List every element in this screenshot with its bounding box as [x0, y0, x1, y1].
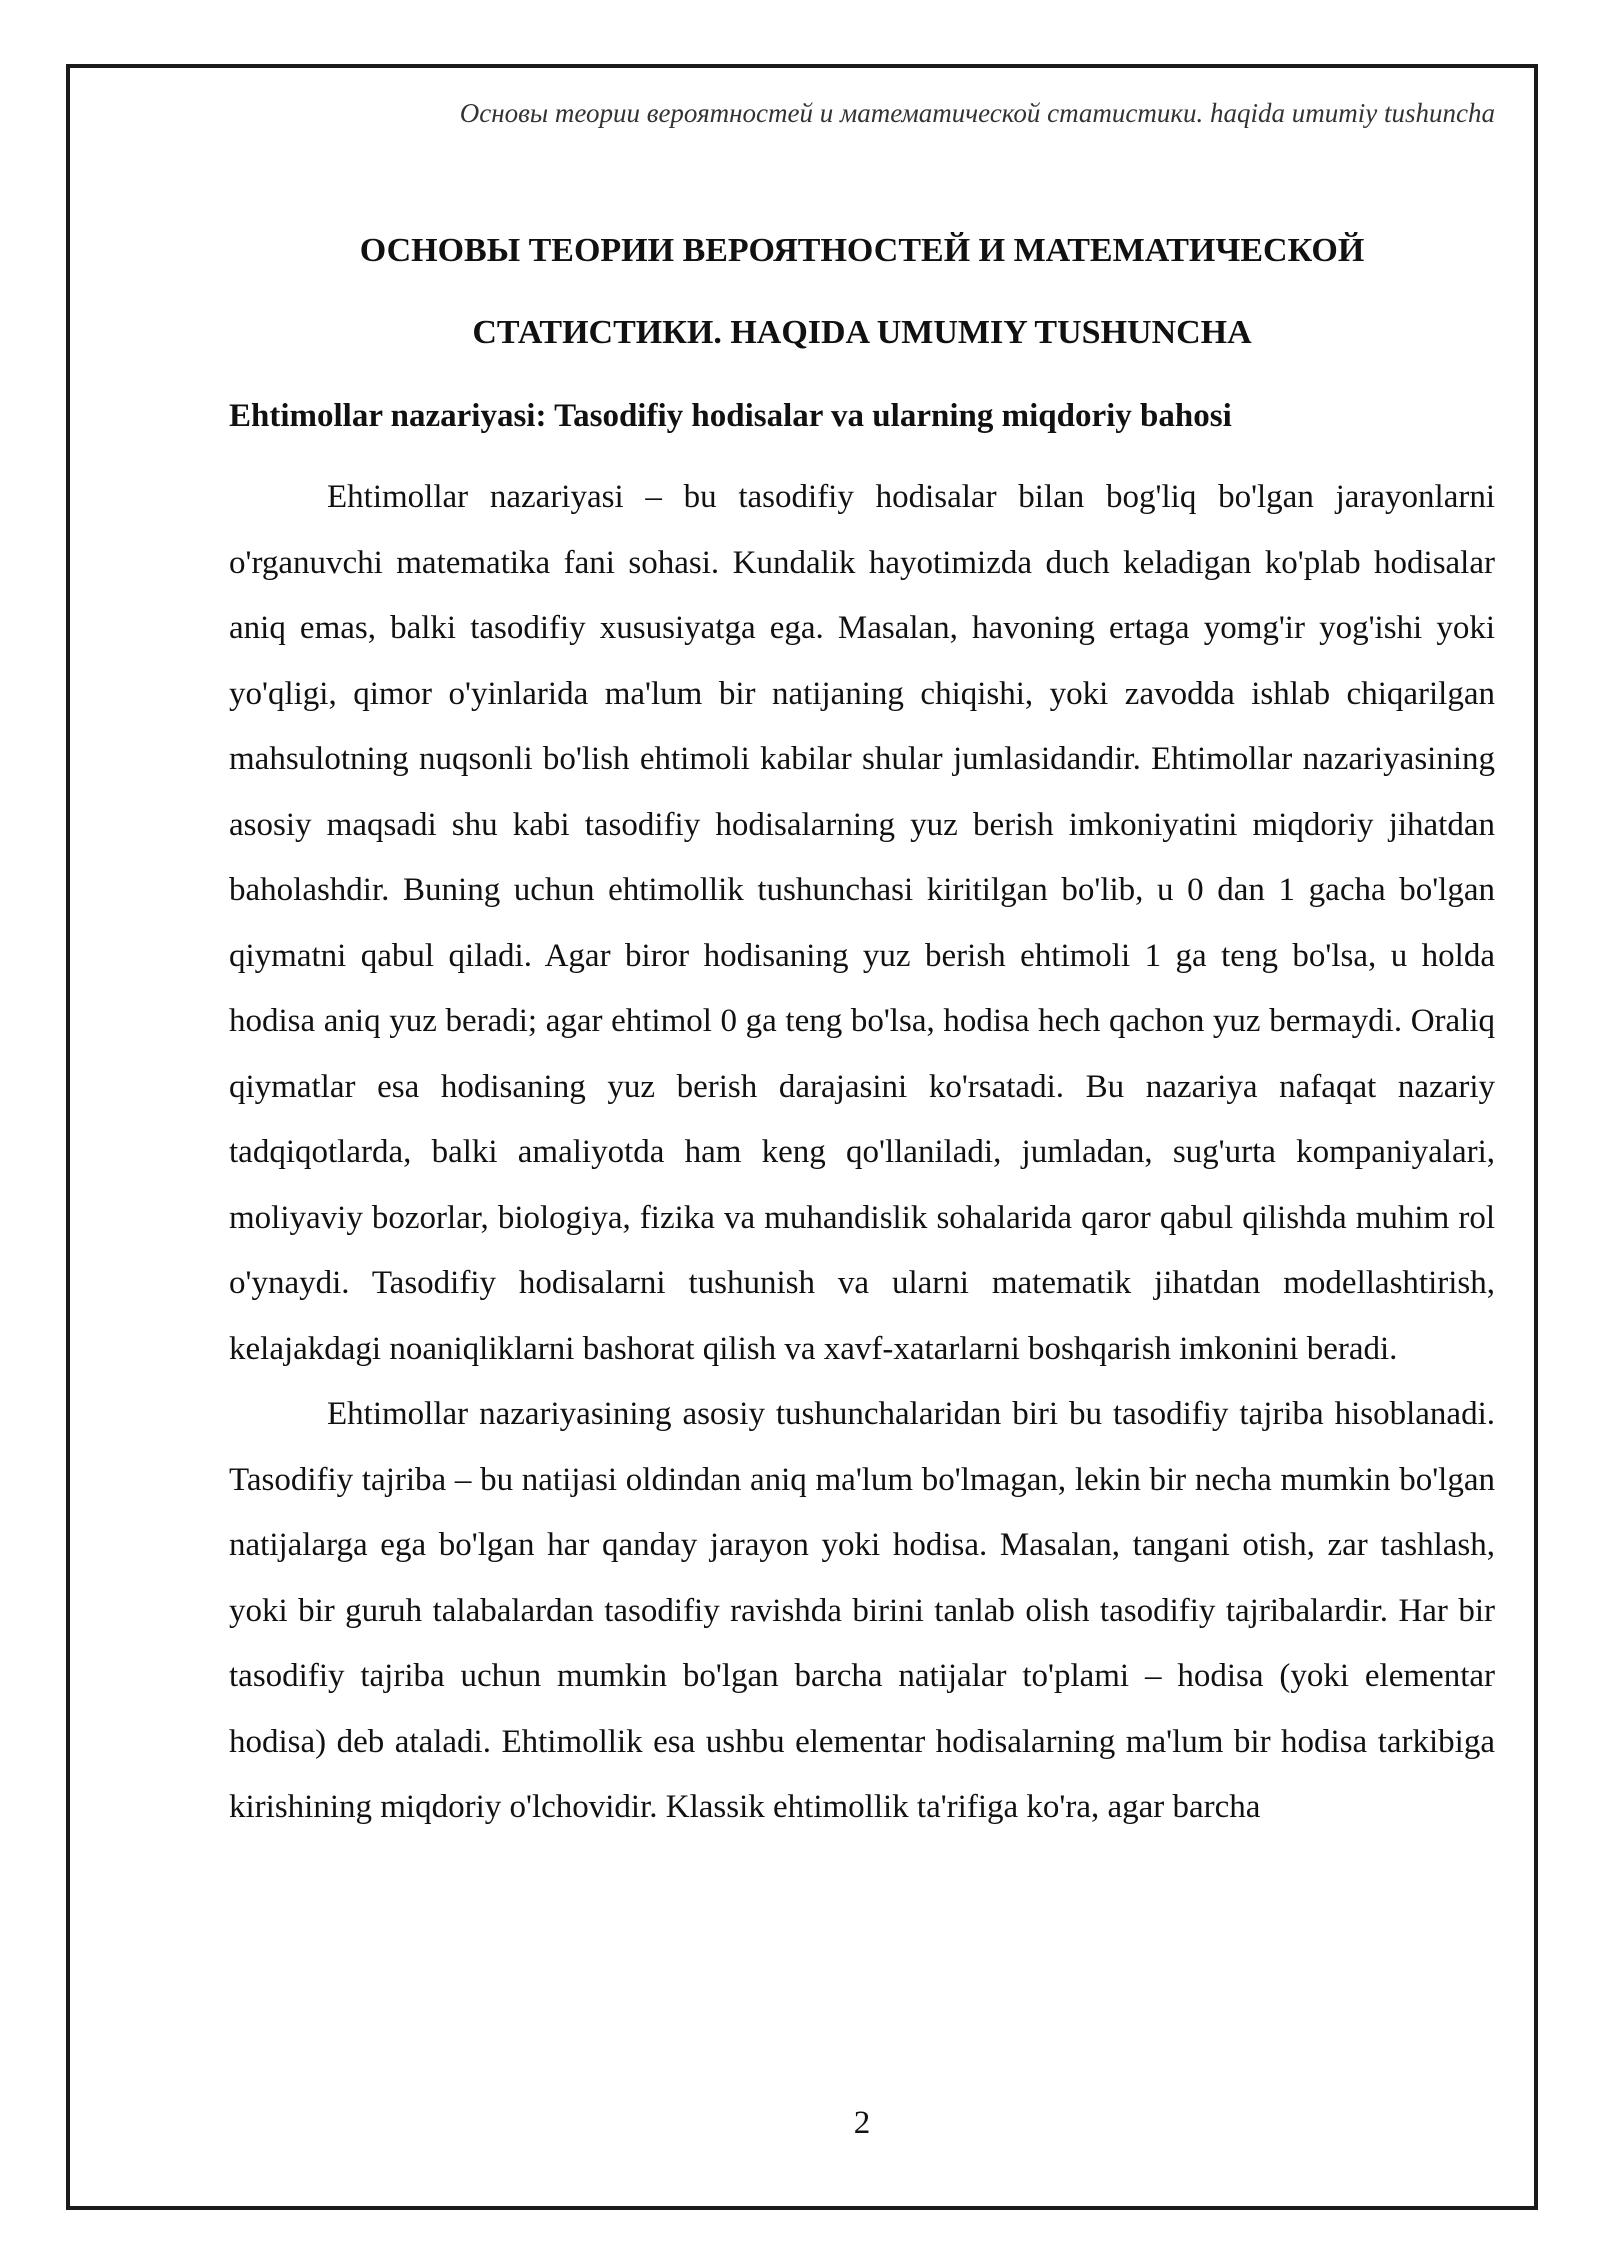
paragraph-1: Ehtimollar nazariyasi – bu tasodifiy hodisalar bilan bog'liq bo'lgan jarayonlarni o'rganuvchi matematika fani sohasi. Kundalik hayotimizda duch keladigan ko'plab hodisalar aniq emas, balki tasodifiy xususiyatga ega. Masalan, havoning ertaga yomg'ir yog'ishi yoki yo'qligi, qimor o'yinlarida ma'lum bir natijaning chiqishi, yoki zavodda ishlab chiqarilgan mahsulotning nuqsonli bo'lish ehtimoli kabilar shular jumlasidandir. Ehtimollar nazariyasining asosiy maqsadi shu kabi tasodifiy hodisalarning yuz berish imkoniyatini miqdoriy jihatdan baholashdir. Buning uchun ehtimollik tushunchasi kiritilgan bo'lib, u 0 dan 1 gacha bo'lgan qiymatni qabul qiladi. Agar biror hodisaning yuz berish ehtimoli 1 ga teng bo'lsa, u holda hodisa aniq yuz beradi; agar ehtimol 0 ga teng bo'lsa, hodisa hech qachon yuz bermaydi. Oraliq qiymatlar esa hodisaning yuz berish darajasini ko'rsatadi. Bu nazariya nafaqat nazariy tadqiqotlarda, balki amaliyotda ham keng qo'llaniladi, jumladan, sug'urta kompaniyalari, moliyaviy bozorlar, biologiya, fizika va muhandislik sohalarida qaror qabul qilishda muhim rol o'ynaydi. Tasodifiy hodisalarni tushunish va ularni matematik jihatdan modellashtirish, kelajakdagi noaniqliklarni bashorat qilish va xavf-xatarlarni boshqarish imkonini beradi.: [229, 479, 1495, 1367]
section-heading: Ehtimollar nazariyasi: Tasodifiy hodisalar va ularning miqdoriy bahosi: [229, 398, 1232, 434]
document-title: [229, 210, 1495, 374]
document-title-line-1: ОСНОВЫ ТЕОРИИ ВЕРОЯТНОСТЕЙ И МАТЕМАТИЧЕСКОЙ: [359, 232, 1365, 269]
page-number: 2: [853, 2105, 871, 2141]
body-text: [229, 465, 1495, 1841]
document-title-line-2: СТАТИСТИКИ. HAQIDA UMUMIY TUSHUNCHA: [472, 314, 1252, 351]
paragraph-2: Ehtimollar nazariyasining asosiy tushunchalaridan biri bu tasodifiy tajriba hisoblanadi. Tasodifiy tajriba – bu natijasi oldindan aniq ma'lum bo'lmagan, lekin bir necha mumkin bo'lgan natijalarga ega bo'lgan har qanday jarayon yoki hodisa. Masalan, tangani otish, zar tashlash, yoki bir guruh talabalardan tasodifiy ravishda birini tanlab olish tasodifiy tajribalardir. Har bir tasodifiy tajriba uchun mumkin bo'lgan barcha natijalar to'plami – hodisa (yoki elementar hodisa) deb ataladi. Ehtimollik esa ushbu elementar hodisalarning ma'lum bir hodisa tarkibiga kirishining miqdoriy o'lchovidir. Klassik ehtimollik ta'rifiga ko'ra, agar barcha: [229, 1396, 1495, 1825]
running-header: Основы теории вероятностей и математической статистики. haqida umumiy tushuncha: [459, 98, 1495, 128]
